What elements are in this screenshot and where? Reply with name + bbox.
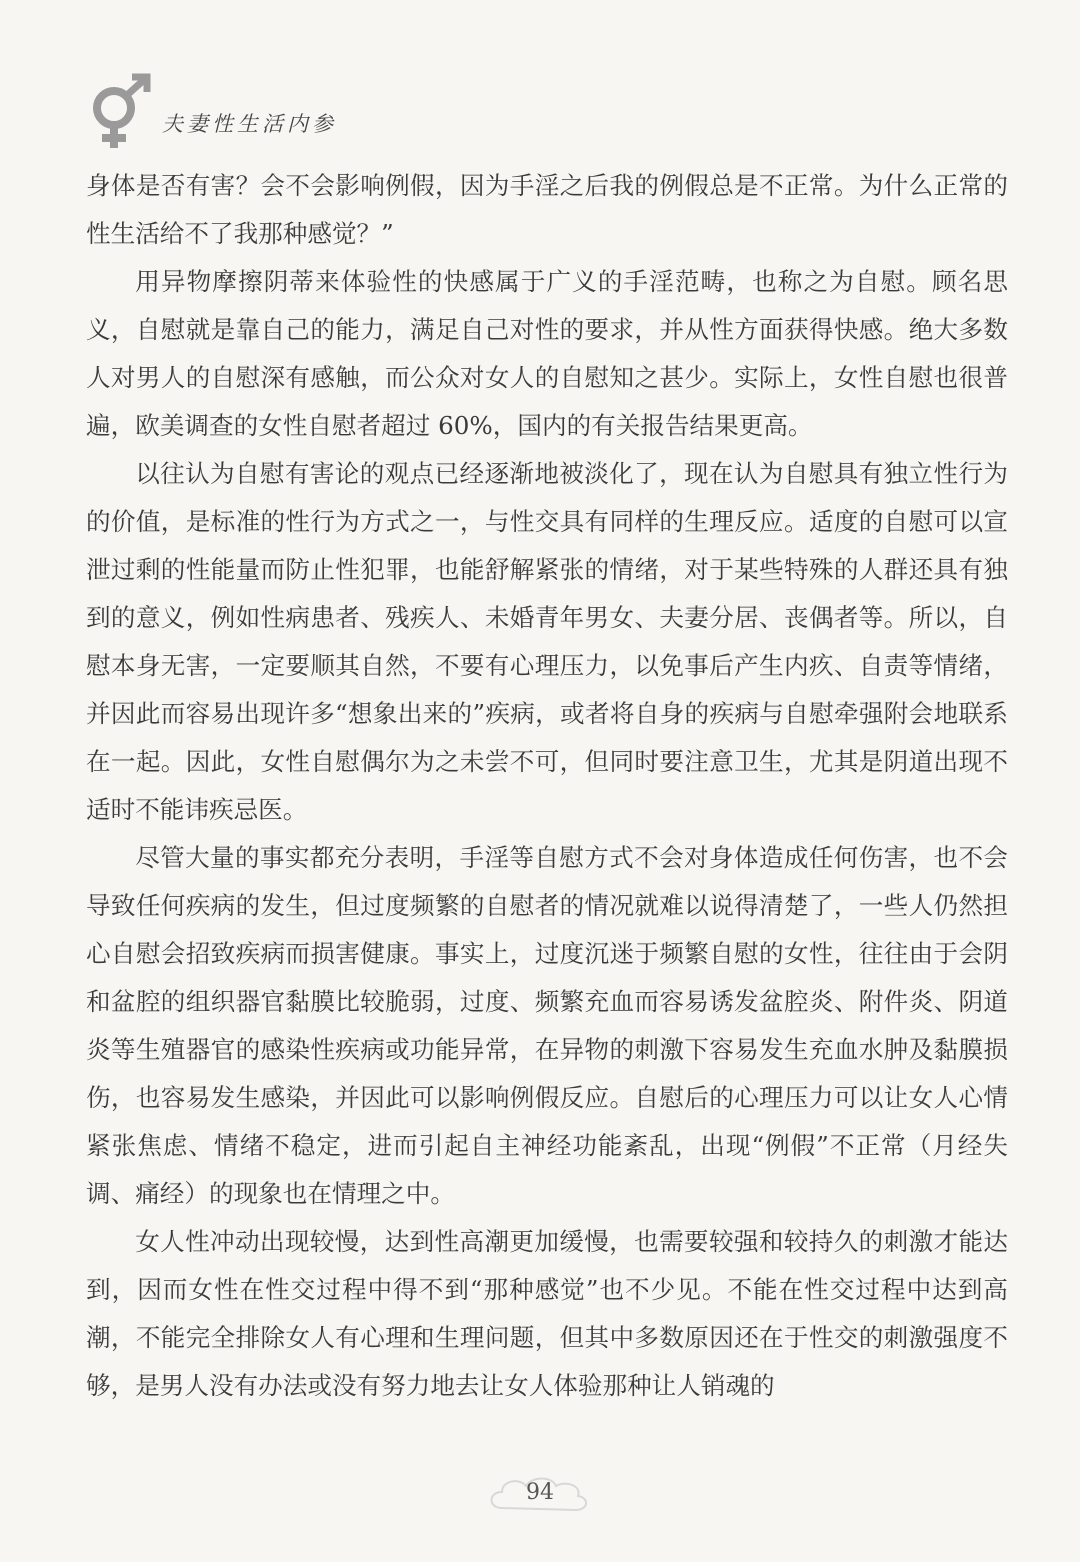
page-body xyxy=(86,162,1008,1410)
paragraph: 以往认为自慰有害论的观点已经逐渐地被淡化了，现在认为自慰具有独立性行为的价值，是标准的性行为方式之一，与性交具有同样的生理反应。适度的自慰可以宣泄过剩的性能量而防止性犯罪，也能舒解紧张的情绪，对于某些特殊的人群还具有独到的意义，例如性病患者、残疾人、未婚青年男女、夫妻分居、丧偶者等。所以，自慰本身无害，一定要顺其自然，不要有心理压力，以免事后产生内疚、自责等情绪，并因此而容易出现许多“想象出来的”疾病，或者将自身的疾病与自慰牵强附会地联系在一起。因此，女性自慰偶尔为之未尝不可，但同时要注意卫生，尤其是阴道出现不适时不能讳疾忌医。 xyxy=(86,459,1008,824)
book-title: 夫妻性生活内参 xyxy=(162,112,337,136)
paragraph: 用异物摩擦阴蒂来体验性的快感属于广义的手淫范畴，也称之为自慰。顾名思义，自慰就是靠自己的能力，满足自己对性的要求，并从性方面获得快感。绝大多数人对男人的自慰深有感触，而公众对女人的自慰知之甚少。实际上，女性自慰也很普遍，欧美调查的女性自慰者超过 60%，国内的有关报告结果更高。 xyxy=(86,267,1008,440)
page-number: 94 xyxy=(526,1480,554,1505)
paragraph: 女人性冲动出现较慢，达到性高潮更加缓慢，也需要较强和较持久的刺激才能达到，因而女性在性交过程中得不到“那种感觉”也不少见。不能在性交过程中达到高潮，不能完全排除女人有心理和生理问题，但其中多数原因还在于性交的刺激强度不够，是男人没有办法或没有努力地去让女人体验那种让人销魂的 xyxy=(86,1227,1008,1400)
page-number-badge xyxy=(480,1470,600,1520)
gender-symbol-icon xyxy=(84,72,158,152)
running-header xyxy=(84,72,484,152)
paragraph: 尽管大量的事实都充分表明，手淫等自慰方式不会对身体造成任何伤害，也不会导致任何疾病的发生，但过度频繁的自慰者的情况就难以说得清楚了，一些人仍然担心自慰会招致疾病而损害健康。事实上，过度沉迷于频繁自慰的女性，往往由于会阴和盆腔的组织器官黏膜比较脆弱，过度、频繁充血而容易诱发盆腔炎、附件炎、阴道炎等生殖器官的感染性疾病或功能异常，在异物的刺激下容易发生充血水肿及黏膜损伤，也容易发生感染，并因此可以影响例假反应。自慰后的心理压力可以让女人心情紧张焦虑、情绪不稳定，进而引起自主神经功能紊乱，出现“例假”不正常（月经失调、痛经）的现象也在情理之中。 xyxy=(86,843,1008,1208)
paragraph: 身体是否有害？会不会影响例假，因为手淫之后我的例假总是不正常。为什么正常的性生活给不了我那种感觉？” xyxy=(86,171,1008,248)
